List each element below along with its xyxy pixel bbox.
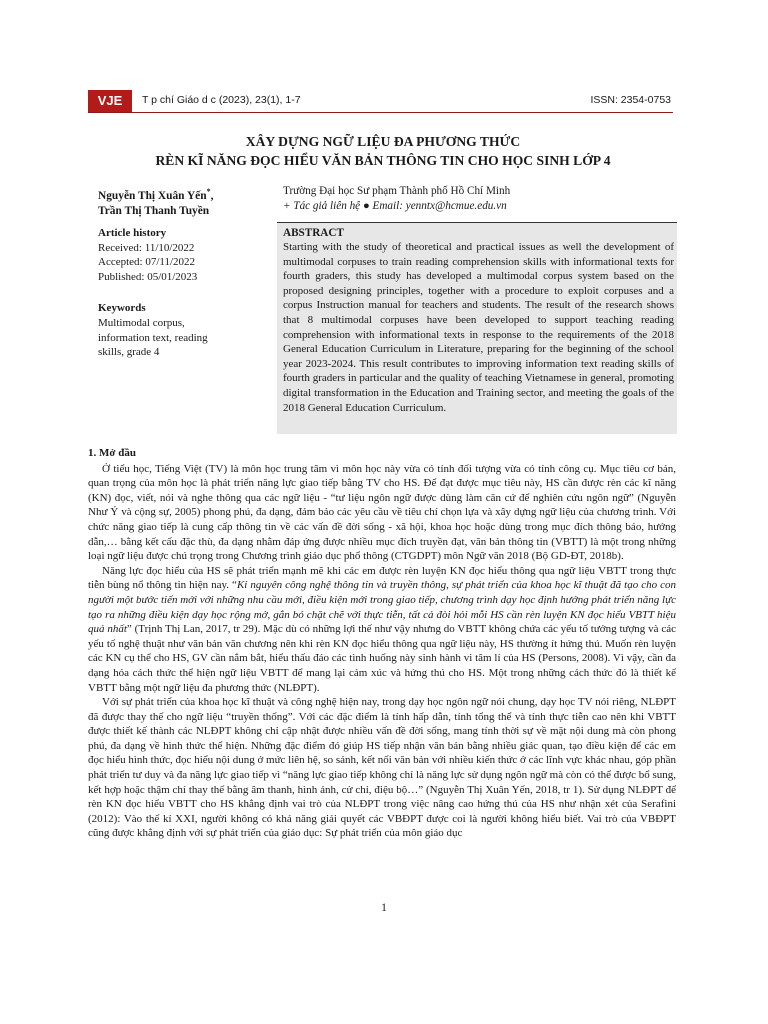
institution: Trường Đại học Sư phạm Thành phố Hồ Chí Minh: [283, 185, 511, 197]
abstract-text: Starting with the study of theoretical and practical issues as well the development of multimodal corpuses to train reading comprehension skills with informational texts for fourth graders, this study has developed a multimodal corpus system based on the proposed designing principles, together with a procedure to exploit corpuses and a corpus Instruction manual for teachers and students. The result of the research shows that 8 multimodal corpuses have been developed to support teaching reading comprehension with informational texts in response to the requirements of the 2018 General Education Curriculum in Literature, preparing for the beginning of the school year 2023-2024. This result contributes to improving information text reading skills of fourth graders in particular and the quality of teaching Vietnamese in general, promoting digital transformation in the Education and Training sector, and meeting the goals of the 2018 General Education Curriculum.: [283, 241, 674, 414]
section-heading: 1. Mở đầu: [88, 447, 136, 459]
paper-title: [88, 132, 678, 170]
abstract-box: [277, 222, 677, 434]
author-1-name: Nguyễn Thị Xuân Yến: [98, 189, 207, 202]
received-date: Received: 11/10/2022: [98, 241, 195, 254]
keywords-block: [98, 301, 268, 359]
keywords-line: Multimodal corpus,: [98, 316, 185, 329]
journal-reference: T p chí Giáo d c (2023), 23(1), 1-7: [142, 94, 301, 106]
paragraph-2-lead: Năng lực đọc hiểu của HS sẽ phát triển mạnh mẽ khi các em được rèn luyện KN đọc hiểu thông qua ngữ liệu VBTT trong thực tiễn bùng nổ thông tin hiện nay. “: [88, 564, 676, 592]
body-text: [88, 446, 676, 841]
keywords-line: skills, grade 4: [98, 346, 160, 359]
article-meta: [98, 226, 268, 360]
accepted-date: Accepted: 07/11/2022: [98, 256, 196, 269]
abstract-heading: ABSTRACT: [283, 227, 344, 239]
title-line-2: RÈN KĨ NĂNG ĐỌC HIỂU VĂN BẢN THÔNG TIN CHO HỌC SINH LỚP 4: [155, 153, 611, 168]
author-2: Trần Thị Thanh Tuyền: [98, 204, 210, 217]
journal-badge: VJE: [88, 90, 132, 112]
keywords-line: information text, reading: [98, 331, 208, 344]
paragraph-2-rest: ” (Trịnh Thị Lan, 2017, tr 29). Mặc dù có những lợi thế như vậy nhưng do VBTT không chứa các yếu tố tưởng tượng và các yếu tố nghệ thuật như văn bản văn chương nên khi rèn KN đọc hiểu thông qua ngữ liệu này, HS thường ít hứng thú. Muốn rèn luyện các KN cụ thể cho HS, GV cần nắm bắt, hiểu thấu đáo các tình huống này sinh hành vi tâm lí của HS (Persons, 2008). Vì vậy, cần đa dạng hóa cách thức thể hiện ngữ liệu VBTT để mang lại cảm xúc và hứng thú cho HS. Một trong những cách thức đó là thiết kế VBTT bằng một ngữ liệu đa phương thức (NLĐPT).: [88, 623, 676, 694]
author-1: [98, 184, 213, 204]
issn: ISSN: 2354-0753: [590, 94, 671, 106]
paragraph-1: Ở tiểu học, Tiếng Việt (TV) là môn học trung tâm vì môn học này vừa có tính đối tượng vừa có tính công cụ. Mục tiêu cơ bản, quan trọng của môn học là phát triển năng lực giao tiếp bằng TV cho HS. Để đạt được mục tiêu này, HS cần được rèn các kĩ năng (KN) đọc, viết, nói và nghe thông qua các ngữ liệu - “tư liệu ngôn ngữ được dùng làm căn cứ để nghiên cứu ngôn ngữ” (Nguyễn Như Ý và cộng sự, 2005) phong phú, đa dạng, đảm bảo các yêu cầu về tiêu chí chọn lựa và xây dựng ngữ liệu của chương trình. Với chức năng giao tiếp là cung cấp thông tin về các vấn đề đời sống - xã hội, khoa học hoặc dùng trong mục đích thông báo, hướng dẫn,… bằng kết cấu đặc thù, đa dạng nhằm đáp ứng được nhiều mục đích truyền đạt, văn bản thông tin (VBTT) là một trong những loại ngữ liệu được chú trọng trong Chương trình giáo dục phổ thông (CTGDPT) môn Ngữ văn 2018 (Bộ GD-ĐT, 2018b).: [88, 462, 676, 563]
article-history-heading: Article history: [98, 227, 167, 239]
paragraph-2: [88, 564, 676, 695]
author-1-comma: ,: [210, 189, 214, 202]
keywords-heading: Keywords: [98, 302, 146, 315]
author-list: [98, 184, 213, 219]
corresponding-mark: *: [206, 187, 211, 196]
published-date: Published: 05/01/2023: [98, 270, 198, 283]
page-number: 1: [381, 902, 387, 914]
journal-header: [88, 90, 673, 113]
title-line-1: XÂY DỰNG NGỮ LIỆU ĐA PHƯƠNG THỨC: [245, 134, 521, 149]
contact-email: + Tác giả liên hệ ● Email: yenntx@hcmue.edu.vn: [283, 200, 507, 212]
affiliation: [283, 184, 510, 214]
paragraph-2-quote: Kỉ nguyên công nghệ thông tin và truyền thông, sự phát triển của khoa học kĩ thuật đã tạo cho con người một bước tiến mới với những nhu cầu mới, điều kiện mới trong giao tiếp, chương trình dạy học định hướng phát triển năng lực tạo ra những điều kiện dạy học rộng mở, gắn bó chặt chẽ với thực tiễn, tất cả đòi hỏi mỗi HS cần rèn luyện KN đọc hiểu VBTT hiệu quả nhất: [88, 579, 677, 636]
paragraph-3: Với sự phát triển của khoa học kĩ thuật và công nghệ hiện nay, trong dạy học ngôn ngữ nói chung, dạy học TV nói riêng, NLĐPT đã được thay thế cho ngữ liệu “truyền thống”. Với các đặc điểm là tính hấp dẫn, tính tổng thể và tính thực tiễn cao nên khi VBTT được thiết kế thành các NLĐPT không chỉ cập nhật được nhiều vấn đề đời sống, mang tính thời sự về mặt nội dung mà còn phong phú, đa dạng về hình thức thể hiện. Những đặc điểm đó giúp HS tiếp nhận văn bản bằng nhiều giác quan, tạo điều kiện để các em đọc hiểu hình thức, đọc hiểu nội dung ở mức liên hệ, so sánh, kết nối văn bản với nhiều kiến thức ở các lĩnh vực khác nhau, góp phần phát triển tư duy và đa năng lực giao tiếp vì “năng lực giao tiếp không chỉ là năng lực sử dụng ngôn ngữ mà còn có thể được bổ sung, kết hợp hoặc thậm chí thay thế bằng âm thanh, hình ảnh, cử chỉ, điệu bộ…” (Nguyễn Thị Xuân Yến, 2018, tr 1). Sử dụng NLĐPT để rèn KN đọc hiểu VBTT cho HS khẳng định vai trò của NLĐPT trong việc nâng cao hứng thú của HS như nhận xét của Serafini (2012): Vào thế kỉ XXI, người không có khả năng giải quyết các VBĐPT được coi là người không hiểu biết. Vai trò của VBĐPT cũng được khẳng định với sự phát triển của giáo dục: Sự phát triển của môn giáo dục: [88, 696, 676, 840]
